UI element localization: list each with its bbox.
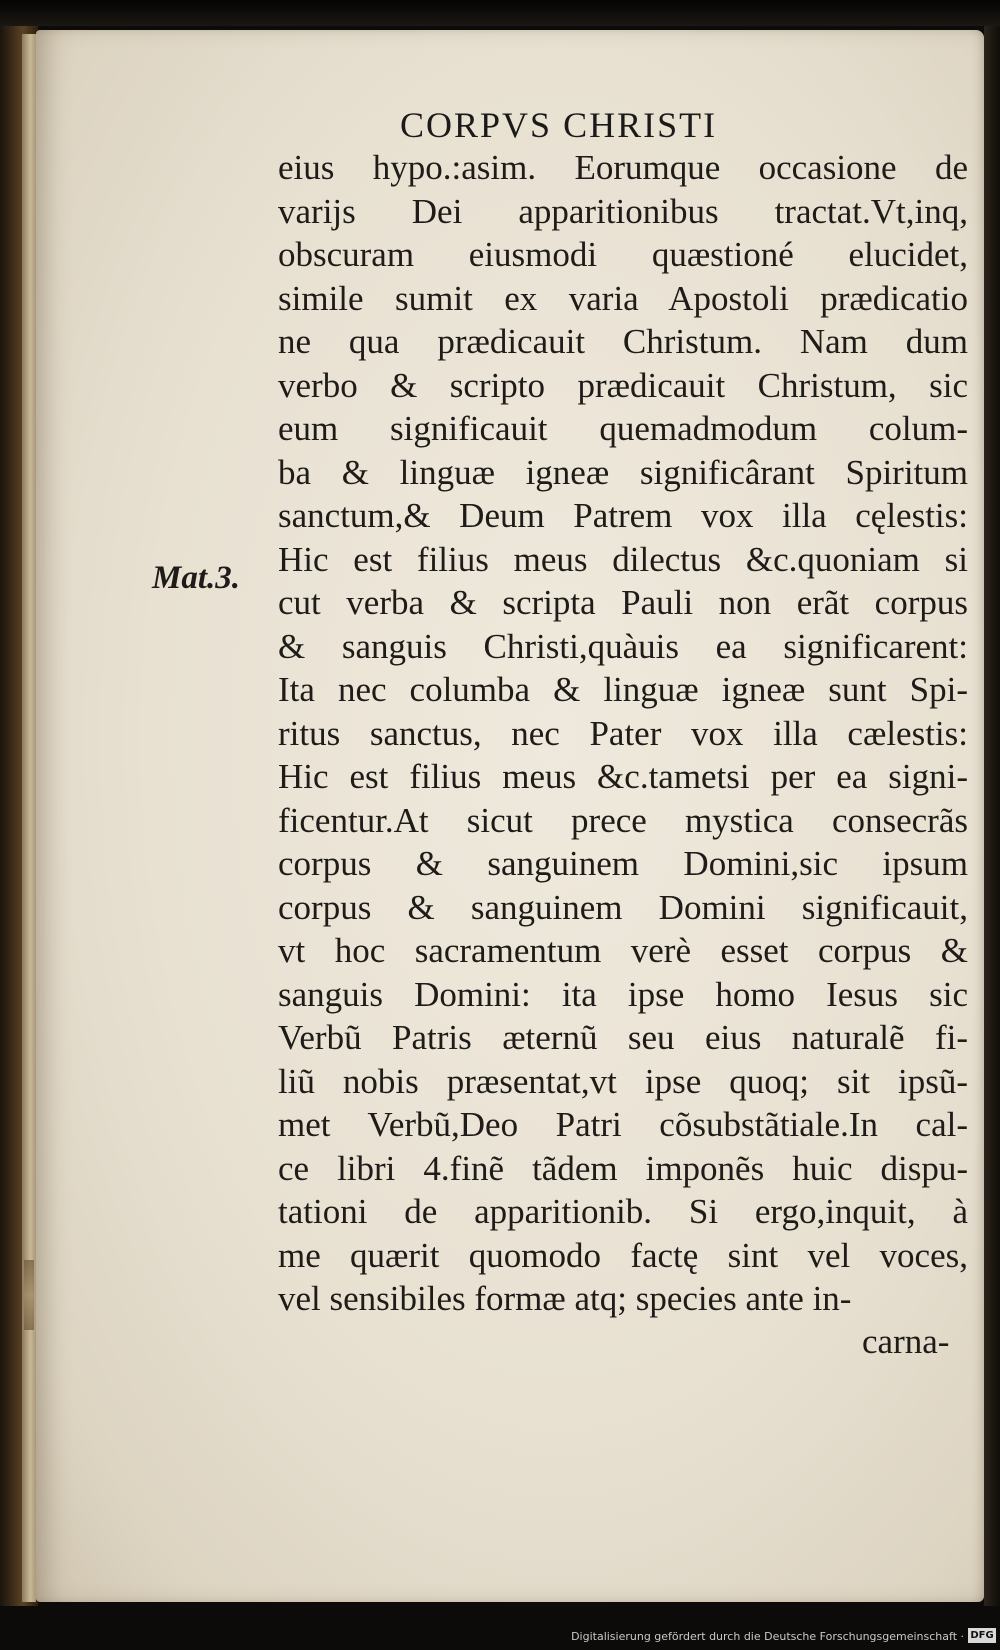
body-text [278, 146, 968, 1321]
text-line: corpus & sanguinem Domini significauit, [278, 887, 968, 927]
digitization-credit: Digitalisierung gefördert durch die Deutsche Forschungsgemeinschaft · [571, 1630, 964, 1643]
text-line: sanctum,& Deum Patrem vox illa cęlestis: [278, 496, 968, 535]
text-line: ne qua prædicauit Christum. Nam dum [278, 322, 968, 361]
text-line: obscuram eiusmodi quæstioné elucidet, [278, 235, 968, 274]
text-line: cut verba & scripta Pauli non erãt corpus [278, 583, 968, 622]
text-line: Ita nec columba & linguæ igneæ sunt Spi- [278, 670, 968, 709]
text-line: tationi de apparitionib. Si ergo,inquit, à [278, 1192, 968, 1231]
text-line: met Verbũ,Deo Patri cõsubstãtiale.In cal- [278, 1105, 968, 1144]
page-block-edge [22, 34, 36, 1602]
catchword: carna- [862, 1322, 950, 1361]
page-edge-stain [24, 1260, 34, 1330]
text-line: & sanguis Christi,quàuis ea significarent: [278, 626, 968, 666]
book-cover-edge-right [984, 26, 1000, 1606]
text-line: vt hoc sacramentum verè esset corpus & [278, 931, 968, 970]
text-line: me quærit quomodo factę sint vel voces, [278, 1235, 968, 1275]
dfg-logo: DFG [968, 1628, 996, 1643]
text-line: eius hypo.:asim. Eorumque occasione de [278, 148, 968, 187]
text-line: ritus sanctus, nec Pater vox illa cælestis: [278, 713, 968, 753]
text-line: Hic est filius meus &c.tametsi per ea signi- [278, 757, 968, 796]
text-line: ba & linguæ igneæ significârant Spiritum [278, 452, 968, 492]
running-head: CORPVS CHRISTI [400, 105, 718, 145]
text-line: corpus & sanguinem Domini,sic ipsum [278, 844, 968, 883]
scan-top-border [0, 0, 1000, 26]
text-line: Hic est filius meus dilectus &c.quoniam si [278, 539, 968, 579]
text-line: liũ nobis præsentat,vt ipse quoq; sit ipsũ- [278, 1061, 968, 1101]
text-line: ficentur.At sicut prece mystica consecrãs [278, 800, 968, 840]
text-line: varijs Dei apparitionibus tractat.Vt,inq, [278, 191, 968, 231]
text-line: ce libri 4.finẽ tãdem imponẽs huic dispu- [278, 1148, 968, 1188]
text-line: Verbũ Patris æternũ seu eius naturalẽ fi- [278, 1018, 968, 1057]
marginal-note: Mat.3. [152, 560, 241, 596]
text-line: simile sumit ex varia Apostoli prædicatio [278, 278, 968, 318]
text-line: eum significauit quemadmodum colum- [278, 409, 968, 448]
text-line: verbo & scripto prædicauit Christum, sic [278, 365, 968, 405]
text-line: vel sensibiles formæ atq; species ante in- [278, 1279, 852, 1318]
text-line: sanguis Domini: ita ipse homo Iesus sic [278, 974, 968, 1014]
scan-bottom-border [0, 1606, 1000, 1650]
